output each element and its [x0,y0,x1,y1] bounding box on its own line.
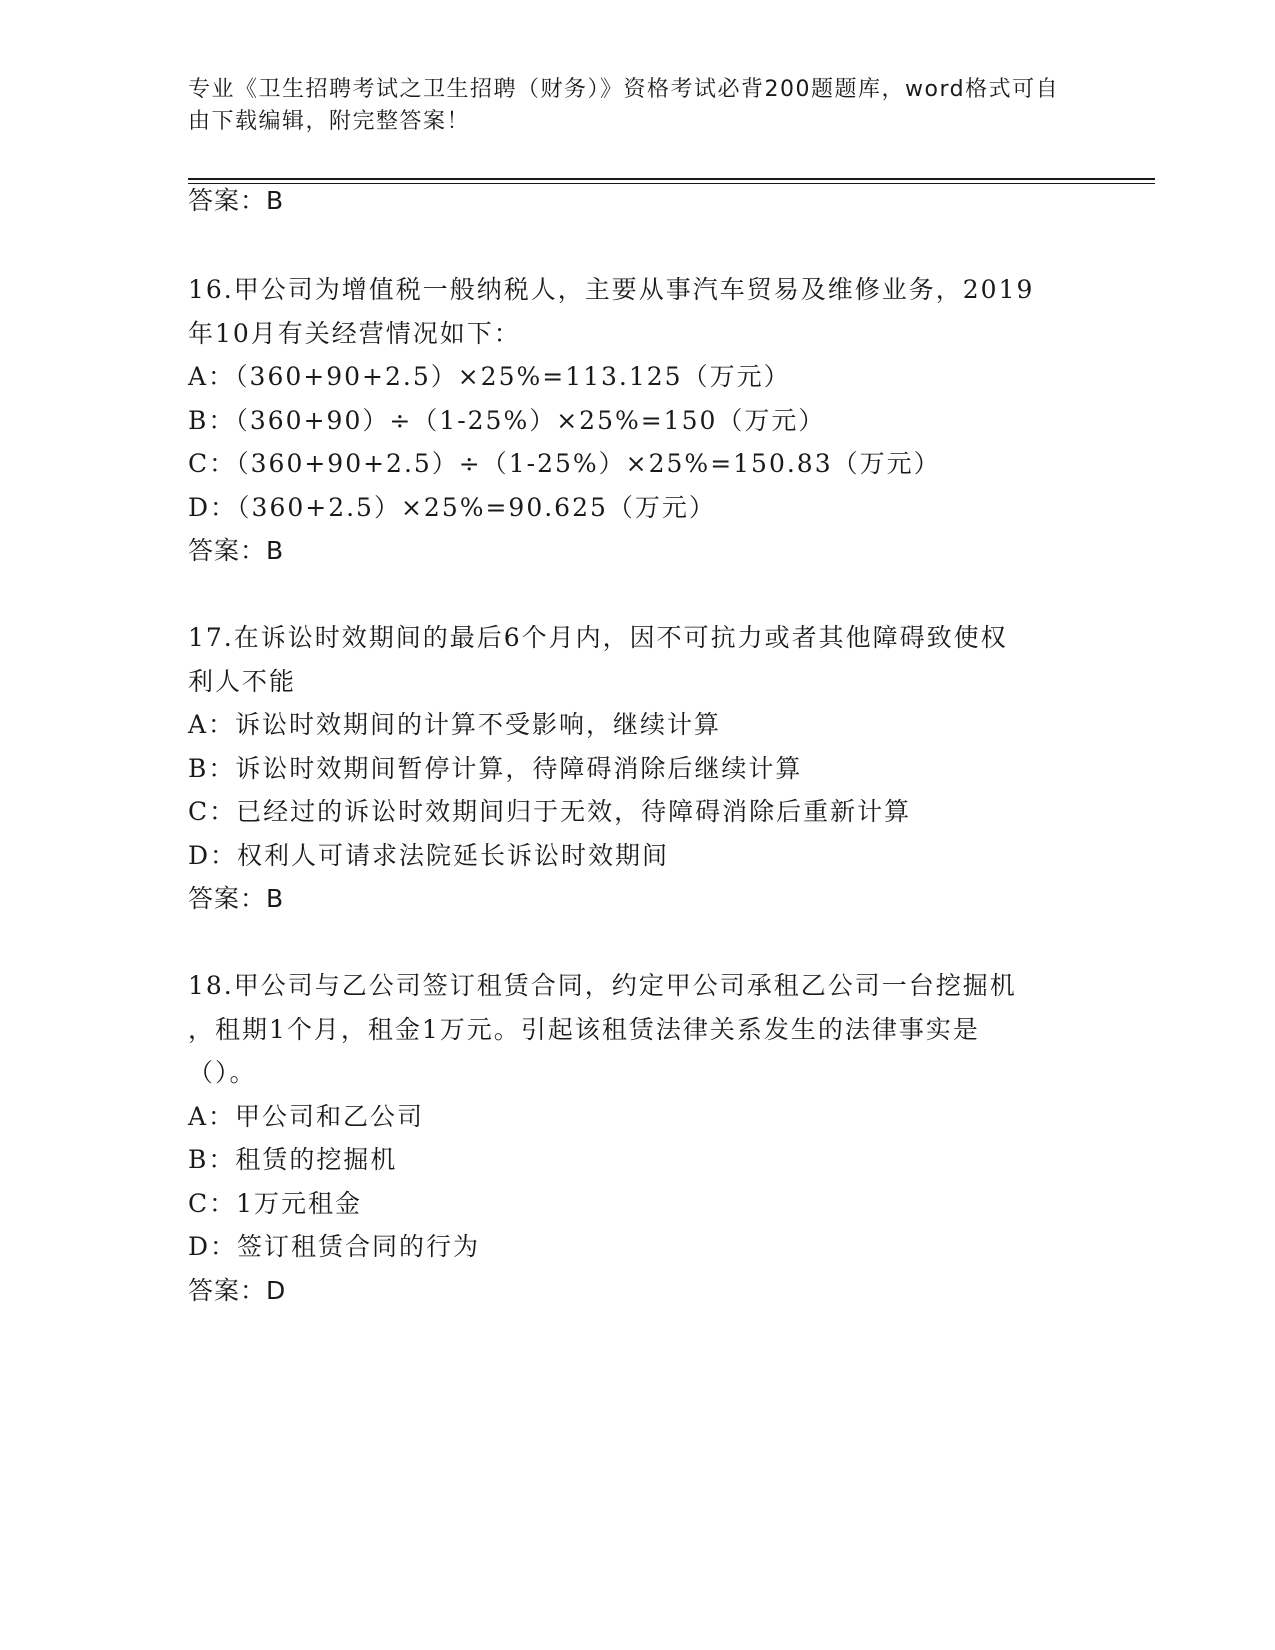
header-divider-thin [188,183,1155,184]
question-18-option-b: B：租赁的挖掘机 [188,1145,398,1174]
document-header: 专业《卫生招聘考试之卫生招聘（财务）》资格考试必背200题题库，word格式可自由下载编辑，附完整答案！ [188,77,1060,134]
question-17-option-a: A：诉讼时效期间的计算不受影响，继续计算 [188,710,722,739]
question-17-option-c: C：已经过的诉讼时效期间归于无效，待障碍消除后重新计算 [188,797,912,826]
question-16-option-b: B：（360+90）÷（1-25%）×25%=150（万元） [188,406,826,435]
question-16-stem-line-1: 16.甲公司为增值税一般纳税人，主要从事汽车贸易及维修业务，2019 [188,275,1035,304]
previous-answer: 答案：B [188,186,285,215]
question-18-option-a: A：甲公司和乙公司 [188,1102,425,1131]
question-16-option-a: A：（360+90+2.5）×25%=113.125（万元） [188,362,791,391]
question-17-stem-line-1: 17.在诉讼时效期间的最后6个月内，因不可抗力或者其他障碍致使权 [188,623,1008,652]
question-18-answer: 答案：D [188,1276,287,1305]
question-16-answer: 答案：B [188,536,285,565]
question-18-stem-line-1: 18.甲公司与乙公司签订租赁合同，约定甲公司承租乙公司一台挖掘机 [188,971,1017,1000]
question-18-stem-line-3: （）。 [188,1058,257,1087]
question-16-option-d: D：（360+2.5）×25%=90.625（万元） [188,493,716,522]
question-17-answer: 答案：B [188,884,285,913]
question-18-option-d: D：签订租赁合同的行为 [188,1232,481,1261]
question-18-option-c: C：1万元租金 [188,1189,363,1218]
question-17-option-d: D：权利人可请求法院延长诉讼时效期间 [188,841,670,870]
question-16-option-c: C：（360+90+2.5）÷（1-25%）×25%=150.83（万元） [188,449,941,478]
question-18-stem-line-2: ，租期1个月，租金1万元。引起该租赁法律关系发生的法律事实是 [188,1015,980,1044]
header-divider-thick [188,178,1155,180]
question-17-stem-line-2: 利人不能 [188,667,297,696]
question-16-stem-line-2: 年10月有关经营情况如下： [188,319,521,348]
question-17-option-b: B：诉讼时效期间暂停计算，待障碍消除后继续计算 [188,754,803,783]
